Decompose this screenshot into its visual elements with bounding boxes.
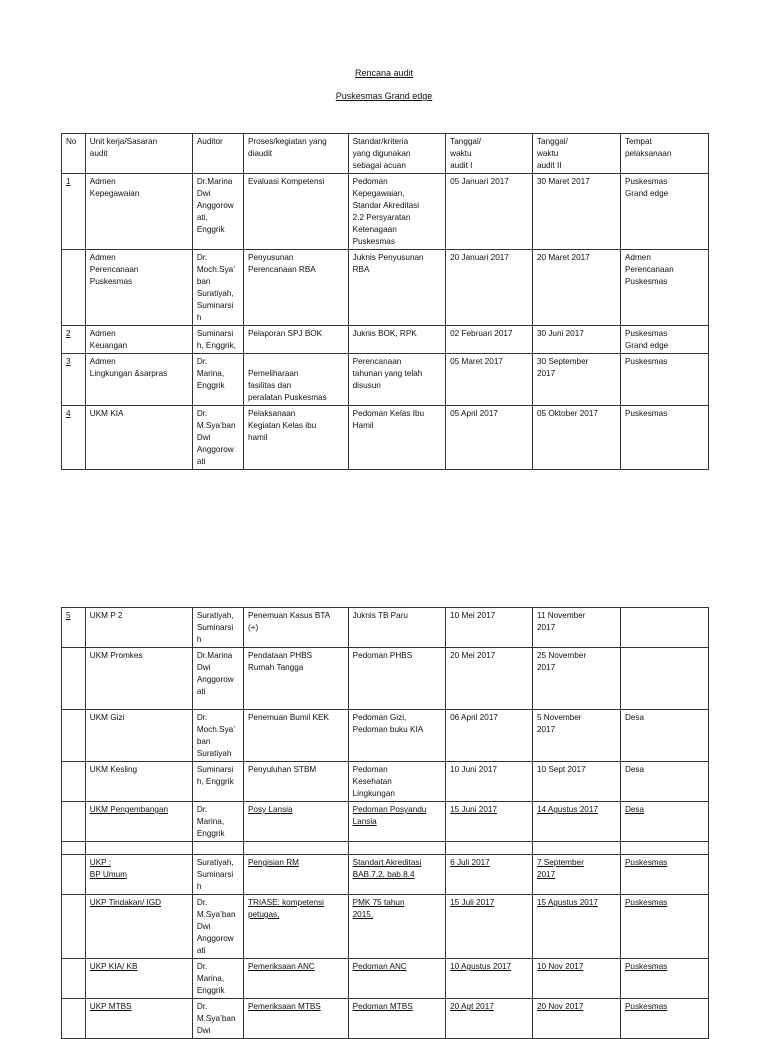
- cell-date-1: 10 Juni 2017: [446, 762, 533, 802]
- cell-auditor: Dr. Marina, Enggrik: [192, 354, 243, 406]
- cell-unit: UKM KIA: [85, 406, 192, 470]
- table-row: [62, 648, 709, 710]
- cell-place: Puskesmas: [620, 354, 708, 406]
- cell-date-1: 05 Maret 2017: [446, 354, 533, 406]
- cell-standard: [348, 842, 446, 855]
- cell-date-2: 14 Agustus 2017: [532, 802, 620, 842]
- cell-unit: UKM Kesling: [85, 762, 192, 802]
- cell-unit: UKM Pengembangan: [85, 802, 192, 842]
- cell-process: Posy Lansia: [243, 802, 348, 842]
- table-row: [62, 250, 709, 326]
- table-row: [62, 406, 709, 470]
- table-row: [62, 802, 709, 842]
- cell-no: 4: [62, 406, 86, 470]
- cell-standard: Juknis BOK, RPK: [348, 326, 446, 354]
- cell-date-2: 11 November 2017: [532, 608, 620, 648]
- cell-place: Puskesmas Grand edge: [620, 174, 708, 250]
- cell-process: Pelaksanaan Kegiatan Kelas ibu hamil: [243, 406, 348, 470]
- table-row: [62, 326, 709, 354]
- table-row: [62, 855, 709, 895]
- cell-unit: Admen Perencanaan Puskesmas: [85, 250, 192, 326]
- cell-standard: Juknis Penyusunan RBA: [348, 250, 446, 326]
- cell-unit: UKM Promkes: [85, 648, 192, 710]
- cell-no: 3: [62, 354, 86, 406]
- cell-process: [243, 842, 348, 855]
- cell-unit: UKP MTBS: [85, 999, 192, 1039]
- cell-unit: UKP : BP Umum: [85, 855, 192, 895]
- cell-process: Penemuan Kasus BTA (+): [243, 608, 348, 648]
- cell-place: Desa: [620, 762, 708, 802]
- cell-standard: Pedoman Kelas Ibu Hamil: [348, 406, 446, 470]
- table-row: [62, 959, 709, 999]
- cell-place: Tempat pelaksanaan: [620, 134, 708, 174]
- cell-date-1: 20 Agt 2017: [446, 999, 533, 1039]
- cell-auditor: Suratiyah, Suminarsi h: [192, 608, 243, 648]
- cell-no: 5: [62, 608, 86, 648]
- cell-date-1: 15 Juli 2017: [446, 895, 533, 959]
- cell-unit: Unit kerja/Sasaran audit: [85, 134, 192, 174]
- cell-date-1: 05 Januari 2017: [446, 174, 533, 250]
- cell-standard: Pedoman Gizi, Pedoman buku KIA: [348, 710, 446, 762]
- cell-unit: [85, 842, 192, 855]
- cell-date-2: 10 Sept 2017: [532, 762, 620, 802]
- cell-date-1: 20 Januari 2017: [446, 250, 533, 326]
- cell-date-2: 10 Nov 2017: [532, 959, 620, 999]
- cell-process: Pemeriksaan MTBS: [243, 999, 348, 1039]
- cell-unit: UKM Gizi: [85, 710, 192, 762]
- cell-date-1: 6 Juli 2017: [446, 855, 533, 895]
- cell-date-2: Tanggal/ waktu audit II: [532, 134, 620, 174]
- header-row: [62, 134, 709, 174]
- cell-no: [62, 959, 86, 999]
- cell-standard: Pedoman Posyandu Lansia: [348, 802, 446, 842]
- table-row: [62, 354, 709, 406]
- cell-auditor: Dr. Marina, Enggrik: [192, 959, 243, 999]
- cell-standard: Standart Akreditasi BAB.7.2, bab.8.4: [348, 855, 446, 895]
- cell-date-1: 05 April 2017: [446, 406, 533, 470]
- cell-standard: Pedoman MTBS: [348, 999, 446, 1039]
- cell-no: No: [62, 134, 86, 174]
- cell-auditor: Suminarsi h, Enggrik: [192, 762, 243, 802]
- cell-no: [62, 842, 86, 855]
- cell-date-1: Tanggal/ waktu audit I: [446, 134, 533, 174]
- cell-place: Desa: [620, 710, 708, 762]
- cell-process: Pendataan PHBS Rumah Tangga: [243, 648, 348, 710]
- cell-standard: Pedoman Kepegawaian, Standar Akreditasi 2.2 Persyaratan Ketenagaan Puskesmas: [348, 174, 446, 250]
- cell-auditor: [192, 842, 243, 855]
- cell-date-2: 20 Maret 2017: [532, 250, 620, 326]
- cell-standard: Pedoman PHBS: [348, 648, 446, 710]
- cell-auditor: Suminarsi h, Enggrik,: [192, 326, 243, 354]
- cell-unit: UKP Tindakan/ IGD: [85, 895, 192, 959]
- cell-place: Desa: [620, 802, 708, 842]
- cell-no: [62, 250, 86, 326]
- cell-auditor: Dr. M.Sya’ban Dwi: [192, 999, 243, 1039]
- cell-standard: Pedoman Kesehatan Lingkungan: [348, 762, 446, 802]
- cell-place: [620, 608, 708, 648]
- cell-no: [62, 999, 86, 1039]
- cell-process: Penemuan Bumil KEK: [243, 710, 348, 762]
- table-row: [62, 999, 709, 1039]
- doc-title: Rencana audit: [354, 68, 414, 78]
- cell-no: [62, 710, 86, 762]
- cell-auditor: Dr.Marina Dwi Anggorow ati, Enggrik: [192, 174, 243, 250]
- table-row: [62, 608, 709, 648]
- doc-subtitle: Puskesmas Grand edge: [335, 91, 433, 101]
- cell-process: Pengisian RM: [243, 855, 348, 895]
- cell-auditor: Dr. Moch.Sya’ ban Suratiyah, Suminarsi h: [192, 250, 243, 326]
- cell-date-2: 15 Agustus 2017: [532, 895, 620, 959]
- table-row: [62, 710, 709, 762]
- cell-date-2: 30 September 2017: [532, 354, 620, 406]
- cell-auditor: Dr. M.Sya’ban Dwi Anggorow ati: [192, 406, 243, 470]
- cell-date-2: 5 November 2017: [532, 710, 620, 762]
- cell-auditor: Suratiyah, Suminarsi h: [192, 855, 243, 895]
- table-row: [62, 895, 709, 959]
- audit-plan-table-1: [61, 133, 709, 470]
- cell-process: Pemeriksaan ANC: [243, 959, 348, 999]
- cell-place: Puskesmas Grand edge: [620, 326, 708, 354]
- cell-no: 1: [62, 174, 86, 250]
- cell-no: 2: [62, 326, 86, 354]
- cell-unit: Admen Kepegawaian: [85, 174, 192, 250]
- cell-date-2: 20 Nov 2017: [532, 999, 620, 1039]
- cell-date-2: [532, 842, 620, 855]
- cell-place: Puskesmas: [620, 895, 708, 959]
- cell-process: Pelaporan SPJ BOK: [243, 326, 348, 354]
- cell-auditor: Auditor: [192, 134, 243, 174]
- cell-auditor: Dr. Moch.Sya’ ban Suratiyah: [192, 710, 243, 762]
- cell-no: [62, 648, 86, 710]
- cell-unit: Admen Lingkungan &sarpras: [85, 354, 192, 406]
- cell-unit: UKM P 2: [85, 608, 192, 648]
- cell-process: Proses/kegiatan yang diaudit: [243, 134, 348, 174]
- cell-date-2: 7 September 2017: [532, 855, 620, 895]
- cell-date-1: 10 Mei 2017: [446, 608, 533, 648]
- table-row: [62, 762, 709, 802]
- cell-standard: Perencanaan tahunan yang telah disusun: [348, 354, 446, 406]
- cell-no: [62, 802, 86, 842]
- cell-standard: Standar/kriteria yang digunakan sebagai acuan: [348, 134, 446, 174]
- cell-date-2: 30 Juni 2017: [532, 326, 620, 354]
- cell-unit: UKP KIA/ KB: [85, 959, 192, 999]
- cell-process: Evaluasi Kompetensi: [243, 174, 348, 250]
- cell-place: [620, 842, 708, 855]
- cell-process: Penyusunan Perencanaan RBA: [243, 250, 348, 326]
- cell-no: [62, 762, 86, 802]
- cell-no: [62, 895, 86, 959]
- table-row: [62, 174, 709, 250]
- cell-date-1: 06 April 2017: [446, 710, 533, 762]
- cell-process: Pemeliharaan fasilitas dan peralatan Puskesmas: [243, 354, 348, 406]
- cell-process: TRIASE: kompetensi petugas,: [243, 895, 348, 959]
- cell-auditor: Dr. Marina, Enggrik: [192, 802, 243, 842]
- cell-standard: Juknis TB Paru: [348, 608, 446, 648]
- audit-plan-table-2: [61, 607, 709, 1039]
- cell-place: [620, 648, 708, 710]
- cell-place: Puskesmas: [620, 855, 708, 895]
- cell-date-1: 20 Mei 2017: [446, 648, 533, 710]
- cell-date-1: 02 Februari 2017: [446, 326, 533, 354]
- cell-auditor: Dr. M.Sya’ban Dwi Anggorow ati: [192, 895, 243, 959]
- cell-auditor: Dr.Marina Dwi Anggorow ati: [192, 648, 243, 710]
- cell-standard: PMK 75 tahun 2015,: [348, 895, 446, 959]
- cell-date-2: 05 Oktober 2017: [532, 406, 620, 470]
- cell-no: [62, 855, 86, 895]
- cell-place: Puskesmas: [620, 959, 708, 999]
- cell-date-1: [446, 842, 533, 855]
- cell-date-1: 15 Juni 2017: [446, 802, 533, 842]
- cell-date-2: 25 November 2017: [532, 648, 620, 710]
- cell-place: Puskesmas: [620, 406, 708, 470]
- cell-place: Admen Perencanaan Puskesmas: [620, 250, 708, 326]
- cell-unit: Admen Keuangan: [85, 326, 192, 354]
- cell-process: Penyuluhan STBM: [243, 762, 348, 802]
- table-row: [62, 842, 709, 855]
- cell-place: Puskesmas: [620, 999, 708, 1039]
- cell-standard: Pedoman ANC: [348, 959, 446, 999]
- cell-date-1: 10 Agustus 2017: [446, 959, 533, 999]
- cell-date-2: 30 Maret 2017: [532, 174, 620, 250]
